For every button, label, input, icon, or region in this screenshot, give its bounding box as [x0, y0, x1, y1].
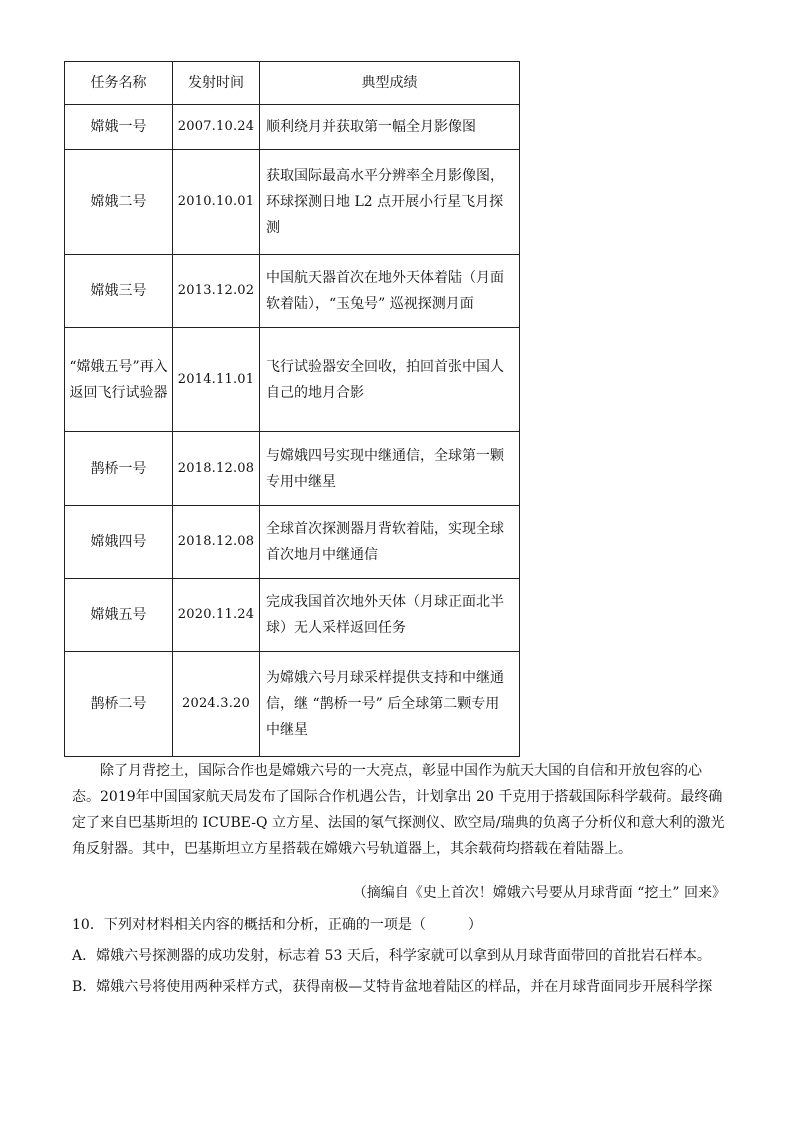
table-row — [65, 255, 520, 328]
table-row — [65, 328, 520, 432]
mission-name: 嫦娥五号 — [65, 579, 173, 652]
achievement: 全球首次探测器月背软着陆，实现全球首次地月中继通信 — [260, 506, 520, 579]
mission-name: “嫦娥五号”再入返回飞行试验器 — [65, 328, 173, 432]
mission-name: 嫦娥一号 — [65, 105, 173, 150]
mission-table — [64, 61, 520, 757]
mission-name: 嫦娥三号 — [65, 255, 173, 328]
achievement: 顺利绕月并获取第一幅全月影像图 — [260, 105, 520, 150]
launch-date: 2007.10.24 — [173, 105, 260, 150]
mission-name: 鹊桥一号 — [65, 432, 173, 506]
mission-name: 嫦娥二号 — [65, 150, 173, 255]
header-achievement: 典型成绩 — [260, 62, 520, 105]
launch-date: 2024.3.20 — [173, 652, 260, 757]
achievement: 获取国际最高水平分辨率全月影像图，环球探测日地 L2 点开展小行星飞月探测 — [260, 150, 520, 255]
table-row — [65, 432, 520, 506]
launch-date: 2014.11.01 — [173, 328, 260, 432]
question-stem: 10．下列对材料相关内容的概括和分析，正确的一项是（ ） — [72, 917, 482, 933]
achievement: 与嫦娥四号实现中继通信，全球第一颗专用中继星 — [260, 432, 520, 506]
table-row — [65, 105, 520, 150]
table-row — [65, 506, 520, 579]
option-a: A．嫦娥六号探测器的成功发射，标志着 53 天后，科学家就可以拿到从月球背面带回的首批岩石样本。 — [72, 948, 711, 964]
achievement: 飞行试验器安全回收，拍回首张中国人自己的地月合影 — [260, 328, 520, 432]
table-row — [65, 150, 520, 255]
achievement: 为嫦娥六号月球采样提供支持和中继通信，继 “鹊桥一号” 后全球第二颗专用中继星 — [260, 652, 520, 757]
table-row — [65, 652, 520, 757]
source-citation: （摘编自《史上首次！嫦娥六号要从月球背面 “挖土” 回来》 — [352, 885, 726, 901]
launch-date: 2010.10.01 — [173, 150, 260, 255]
body-paragraph: 除了月背挖土，国际合作也是嫦娥六号的一大亮点，彰显中国作为航天大国的自信和开放包容的心态。2019年中国国家航天局发布了国际合作机遇公告，计划拿出 20 千克用于搭载国际科学载荷。最终确定了来自巴基斯坦的 ICUBE-Q 立方星、法国的氡气探测仪、欧空局/瑞典的负离子分析仪和意大利的激光角反射器。其中，巴基斯坦立方星搭载在嫦娥六号轨道器上，其余载荷均搭载在着陆器上。 — [72, 763, 725, 857]
launch-date: 2013.12.02 — [173, 255, 260, 328]
achievement: 中国航天器首次在地外天体着陆（月面软着陆），“玉兔号” 巡视探测月面 — [260, 255, 520, 328]
achievement: 完成我国首次地外天体（月球正面北半球）无人采样返回任务 — [260, 579, 520, 652]
launch-date: 2020.11.24 — [173, 579, 260, 652]
table-header-row — [65, 62, 520, 105]
option-b: B．嫦娥六号将使用两种采样方式，获得南极—艾特肯盆地着陆区的样品，并在月球背面同步开展科学探 — [72, 979, 713, 995]
mission-name: 鹊桥二号 — [65, 652, 173, 757]
header-mission-name: 任务名称 — [65, 62, 173, 105]
launch-date: 2018.12.08 — [173, 506, 260, 579]
mission-name: 嫦娥四号 — [65, 506, 173, 579]
header-launch-date: 发射时间 — [173, 62, 260, 105]
table-row — [65, 579, 520, 652]
launch-date: 2018.12.08 — [173, 432, 260, 506]
